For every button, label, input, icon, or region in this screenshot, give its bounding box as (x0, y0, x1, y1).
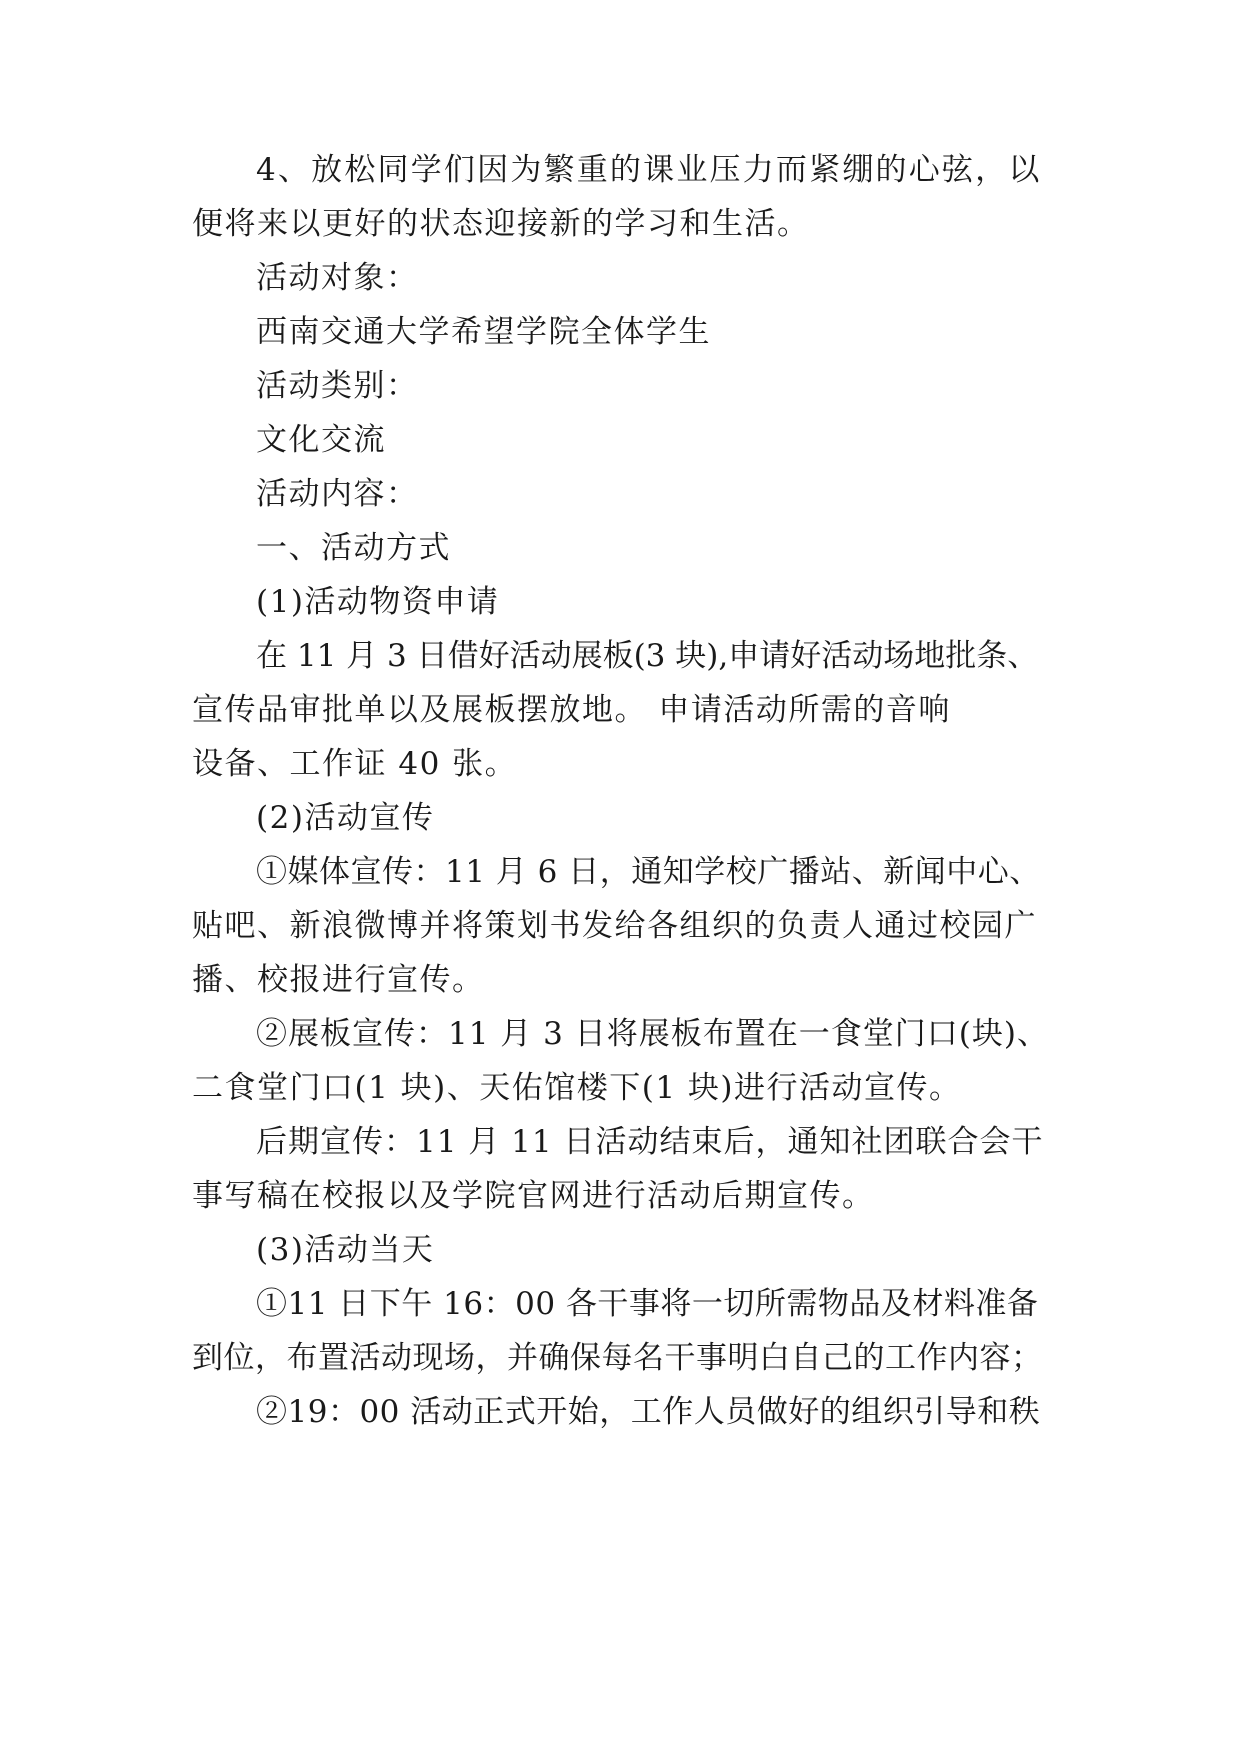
section-label-target: 活动对象： (256, 260, 419, 296)
paragraph-line: ①媒体宣传：11 月 6 日，通知学校广播站、新闻中心、 (256, 854, 1041, 890)
paragraph-line: 播、校报进行宣传。 (192, 962, 485, 998)
paragraph-line: 设备、工作证 40 张。 (192, 746, 518, 782)
paragraph-line: ①11 日下午 16：00 各干事将一切所需物品及材料准备 (256, 1286, 1039, 1322)
target-value: 西南交通大学希望学院全体学生 (256, 314, 711, 350)
heading-activity-method: 一、活动方式 (256, 530, 451, 566)
paragraph-line: ②展板宣传：11 月 3 日将展板布置在一食堂门口(块)、 (256, 1016, 1049, 1052)
section-label-content: 活动内容： (256, 476, 419, 512)
paragraph-line: 二食堂门口(1 块)、天佑馆楼下(1 块)进行活动宣传。 (192, 1070, 962, 1106)
paragraph-line: 宣传品审批单以及展板摆放地。 申请活动所需的音响 (192, 692, 951, 728)
paragraph-line: 后期宣传：11 月 11 日活动结束后，通知社团联合会干 (256, 1124, 1044, 1160)
category-value: 文化交流 (256, 422, 386, 458)
subheading-event-day: (3)活动当天 (256, 1232, 435, 1268)
paragraph-line: 到位，布置活动现场，并确保每名干事明白自己的工作内容； (192, 1340, 1043, 1376)
paragraph-line: 4、放松同学们因为繁重的课业压力而紧绷的心弦，以 (256, 152, 1042, 188)
paragraph-line: 在 11 月 3 日借好活动展板(3 块),申请好活动场地批条、 (256, 638, 1039, 674)
subheading-materials: (1)活动物资申请 (256, 584, 500, 620)
paragraph-line: 贴吧、新浪微博并将策划书发给各组织的负责人通过校园广 (192, 908, 1037, 944)
paragraph-line: ②19：00 活动正式开始，工作人员做好的组织引导和秩 (256, 1394, 1041, 1430)
section-label-category: 活动类别： (256, 368, 419, 404)
paragraph-line: 便将来以更好的状态迎接新的学习和生活。 (192, 206, 810, 242)
paragraph-line: 事写稿在校报以及学院官网进行活动后期宣传。 (192, 1178, 875, 1214)
subheading-promotion: (2)活动宣传 (256, 800, 435, 836)
